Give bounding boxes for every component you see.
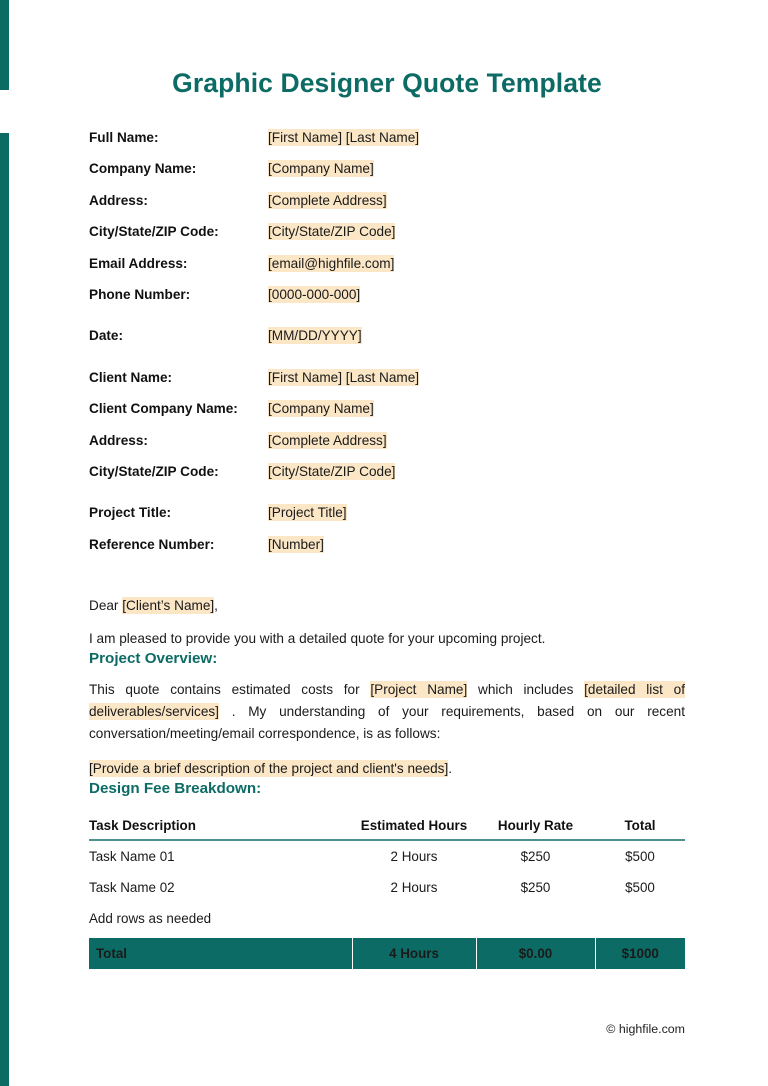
field-value	[268, 370, 419, 385]
field-value	[268, 505, 347, 520]
project-information-block	[89, 505, 685, 568]
placeholder-highlight: [City/State/ZIP Code]	[268, 463, 396, 479]
field-value	[268, 433, 387, 448]
field-label: Full Name:	[89, 130, 159, 145]
placeholder-highlight: [Company Name]	[268, 401, 374, 417]
sender-information-block	[89, 130, 685, 318]
placeholder-deliverables: [detailed list of deliverables/services]	[89, 682, 685, 720]
table-row	[89, 872, 685, 903]
cell-estimated-hours: 2 Hours	[390, 849, 438, 865]
field-row-address	[89, 193, 685, 224]
placeholder-highlight: [Complete Address]	[268, 432, 387, 448]
cell-total-amount: $1000	[595, 938, 685, 969]
field-row-client-address	[89, 433, 685, 464]
section-heading-design-fee-breakdown: Design Fee Breakdown:	[89, 780, 262, 798]
field-label: Address:	[89, 432, 148, 448]
overview-text-part-2: which includes	[467, 682, 585, 698]
spacer	[89, 318, 685, 328]
cell-task-description: Task Name 02	[89, 880, 175, 896]
field-label: Address:	[89, 192, 148, 208]
design-fee-breakdown-table	[89, 812, 685, 969]
field-label: Email Address:	[89, 255, 188, 271]
spacer	[89, 495, 685, 505]
field-row-reference-number	[89, 537, 685, 568]
placeholder-highlight: [First Name] [Last Name]	[268, 130, 420, 145]
field-value	[268, 537, 324, 552]
field-row-client-city-state-zip	[89, 464, 685, 495]
section-heading-project-overview: Project Overview:	[89, 650, 218, 668]
intro-paragraph: I am pleased to provide you with a detailed quote for your upcoming project.	[89, 631, 546, 647]
field-value	[268, 224, 395, 239]
placeholder-highlight: [MM/DD/YYYY]	[268, 328, 362, 344]
salutation-line	[89, 595, 685, 617]
column-header-estimated-hours: Estimated Hours	[352, 812, 476, 840]
field-value	[268, 193, 387, 208]
table-row	[89, 840, 685, 872]
field-label: Project Title:	[89, 505, 172, 521]
field-label: Reference Number:	[89, 536, 215, 552]
field-label: Phone Number:	[89, 286, 191, 302]
cell-hourly-rate: $250	[520, 880, 551, 896]
cell-hourly-rate: $250	[520, 849, 551, 865]
cell-total: $500	[625, 849, 655, 865]
client-information-block	[89, 370, 685, 496]
overview-text-part-1: This quote contains estimated costs for	[89, 682, 371, 698]
field-label: Client Name:	[89, 369, 173, 385]
field-row-client-name	[89, 370, 685, 401]
placeholder-highlight: [City/State/ZIP Code]	[268, 224, 396, 240]
field-label: Company Name:	[89, 161, 197, 177]
date-block	[89, 328, 685, 359]
column-header-hourly-rate: Hourly Rate	[476, 812, 595, 840]
field-value	[268, 401, 374, 416]
footer-copyright: © highfile.com	[606, 1022, 685, 1036]
document-content	[89, 0, 685, 969]
cell-estimated-hours: 2 Hours	[390, 880, 438, 896]
placeholder-highlight: [0000-000-000]	[268, 286, 361, 302]
placeholder-highlight: [Project Title]	[268, 505, 347, 521]
salutation-suffix: ,	[214, 598, 218, 614]
field-value	[268, 130, 419, 145]
add-rows-note: Add rows as needed	[89, 911, 212, 927]
field-value	[268, 161, 374, 176]
table-note-row	[89, 903, 685, 938]
placeholder-client-name: [Client’s Name]	[122, 598, 215, 614]
field-value	[268, 464, 395, 479]
field-row-project-title	[89, 505, 685, 536]
left-accent-bar-bottom	[0, 133, 9, 1086]
table-total-row	[89, 938, 685, 969]
table-header	[89, 812, 685, 840]
placeholder-highlight: [Complete Address]	[268, 192, 387, 208]
salutation-prefix: Dear	[89, 598, 123, 614]
field-row-client-company-name	[89, 401, 685, 432]
placeholder-highlight: [Number]	[268, 536, 324, 552]
field-value	[268, 287, 360, 302]
field-row-phone-number	[89, 287, 685, 318]
cell-task-description: Task Name 01	[89, 849, 175, 865]
field-row-date	[89, 328, 685, 359]
column-header-total: Total	[595, 812, 685, 840]
field-row-email-address	[89, 256, 685, 287]
field-row-full-name	[89, 130, 685, 161]
placeholder-highlight: [First Name] [Last Name]	[268, 369, 420, 385]
field-label: Client Company Name:	[89, 401, 238, 417]
cell-total-hours: 4 Hours	[352, 938, 476, 969]
table-body	[89, 840, 685, 969]
column-header-task-description: Task Description	[89, 812, 352, 840]
field-value	[268, 256, 394, 271]
placeholder-project-description: [Provide a brief description of the project and client's needs]	[89, 761, 449, 777]
overview-text-part-3: . My understanding of your requirements, based on our recent conversation/meeting/email correspondence, is as follows:	[89, 704, 685, 742]
cell-total: $500	[625, 880, 655, 896]
placeholder-project-name: [Project Name]	[370, 682, 468, 698]
table-header-row	[89, 812, 685, 840]
field-label: Date:	[89, 328, 123, 344]
left-accent-bar-top	[0, 0, 9, 90]
field-row-company-name	[89, 161, 685, 192]
cell-total-label: Total	[89, 938, 352, 969]
field-value	[268, 328, 362, 343]
project-description-line	[89, 758, 685, 780]
placeholder-highlight: [email@highfile.com]	[268, 255, 395, 271]
description-suffix: .	[448, 761, 453, 777]
field-row-city-state-zip	[89, 224, 685, 255]
project-overview-paragraph	[89, 679, 685, 745]
placeholder-highlight: [Company Name]	[268, 161, 374, 177]
field-label: City/State/ZIP Code:	[89, 224, 219, 240]
cell-total-rate: $0.00	[476, 938, 595, 969]
field-label: City/State/ZIP Code:	[89, 463, 219, 479]
page-title: Graphic Designer Quote Template	[172, 68, 602, 98]
